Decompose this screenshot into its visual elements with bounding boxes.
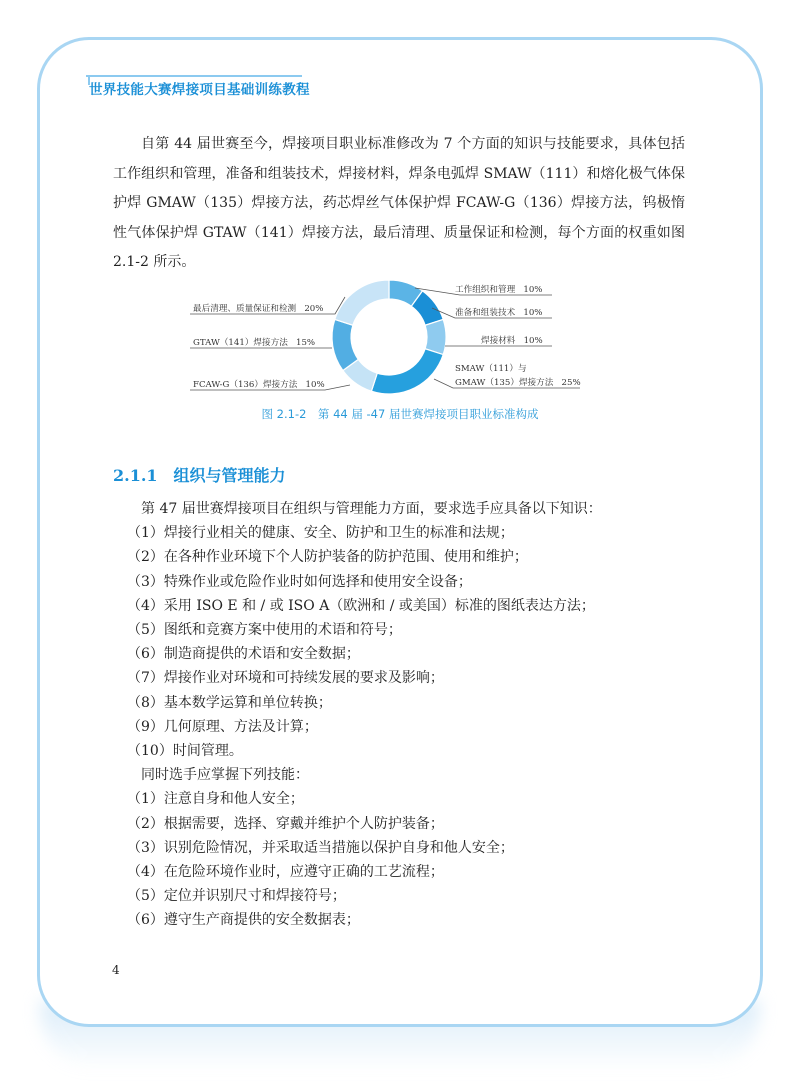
running-head-rule bbox=[86, 75, 302, 77]
knowledge-item: （10）时间管理。 bbox=[127, 743, 243, 760]
skills-list bbox=[127, 787, 687, 932]
knowledge-item: （1）焊接行业相关的健康、安全、防护和卫生的标准和法规； bbox=[127, 525, 514, 542]
section-heading bbox=[113, 463, 286, 486]
section-title: 组织与管理能力 bbox=[173, 466, 286, 485]
skills-intro: 同时选手应掌握下列技能： bbox=[141, 767, 309, 784]
section-body bbox=[127, 497, 687, 933]
label-preparation-assembly: 准备和组装技术 10% bbox=[455, 308, 543, 318]
knowledge-item: （2）在各种作业环境下个人防护装备的防护范围、使用和维护； bbox=[127, 549, 528, 566]
knowledge-item: （5）图纸和竞赛方案中使用的术语和符号； bbox=[127, 622, 402, 639]
skill-item: （2）根据需要，选择、穿戴并维护个人防护装备； bbox=[127, 815, 444, 832]
knowledge-list bbox=[127, 521, 687, 763]
skill-item: （5）定位并识别尺寸和焊接符号； bbox=[127, 888, 346, 905]
donut-segments bbox=[332, 280, 446, 394]
donut-segment bbox=[332, 319, 358, 370]
figure-caption: 图 2.1-2 第 44 届 -47 届世赛焊接项目职业标准构成 bbox=[261, 407, 539, 421]
skill-item: （4）在危险环境作业时，应遵守正确的工艺流程； bbox=[127, 864, 444, 881]
label-fcaw-g: FCAW-G（136）焊接方法 10% bbox=[193, 380, 325, 390]
skill-item: （6）遵守生产商提供的安全数据表； bbox=[127, 912, 360, 929]
label-final-cleaning-qa: 最后清理、质量保证和检测 20% bbox=[193, 304, 324, 314]
knowledge-item: （8）基本数学运算和单位转换； bbox=[127, 694, 332, 711]
knowledge-item: （7）焊接作业对环境和可持续发展的要求及影响； bbox=[127, 670, 444, 687]
donut-segment bbox=[371, 349, 443, 394]
section-number: 2.1.1 bbox=[113, 466, 158, 485]
running-head: 世界技能大赛焊接项目基础训练教程 bbox=[89, 82, 310, 98]
knowledge-item: （9）几何原理、方法及计算； bbox=[127, 718, 318, 735]
skill-item: （3）识别危险情况，并采取适当措施以保护自身和他人安全； bbox=[127, 839, 514, 856]
knowledge-item: （3）特殊作业或危险作业时如何选择和使用安全设备； bbox=[127, 573, 472, 590]
donut-chart bbox=[185, 278, 585, 398]
knowledge-intro: 第 47 届世赛焊接项目在组织与管理能力方面，要求选手应具备以下知识： bbox=[141, 501, 602, 517]
skill-item: （1）注意自身和他人安全； bbox=[127, 791, 304, 808]
page-number: 4 bbox=[112, 963, 120, 977]
donut-segment bbox=[335, 280, 389, 325]
label-smaw-gmaw-line2: GMAW（135）焊接方法 25% bbox=[455, 378, 581, 388]
label-welding-materials: 焊接材料 10% bbox=[481, 336, 543, 346]
knowledge-item: （4）采用 ISO E 和 / 或 ISO A（欧洲和 / 或美国）标准的图纸表达方法； bbox=[127, 597, 595, 614]
label-smaw-gmaw-line1: SMAW（111）与 bbox=[455, 364, 527, 374]
label-gtaw: GTAW（141）焊接方法 15% bbox=[193, 338, 316, 348]
intro-paragraph: 自第 44 届世赛至今，焊接项目职业标准修改为 7 个方面的知识与技能要求，具体包括工作组织和管理，准备和组装技术，焊接材料，焊条电弧焊 SMAW（111）和熔化极气体保护焊 GMAW（135）焊接方法，药芯焊丝气体保护焊 FCAW-G（136）焊接方法，钨极惰性气体保护焊 GTAW（141）焊接方法，最后清理、质量保证和检测，每个方面的权重如图 2.1-2 所示。 bbox=[113, 136, 685, 270]
label-work-organization: 工作组织和管理 10% bbox=[455, 285, 543, 295]
knowledge-item: （6）制造商提供的术语和安全数据； bbox=[127, 646, 360, 663]
